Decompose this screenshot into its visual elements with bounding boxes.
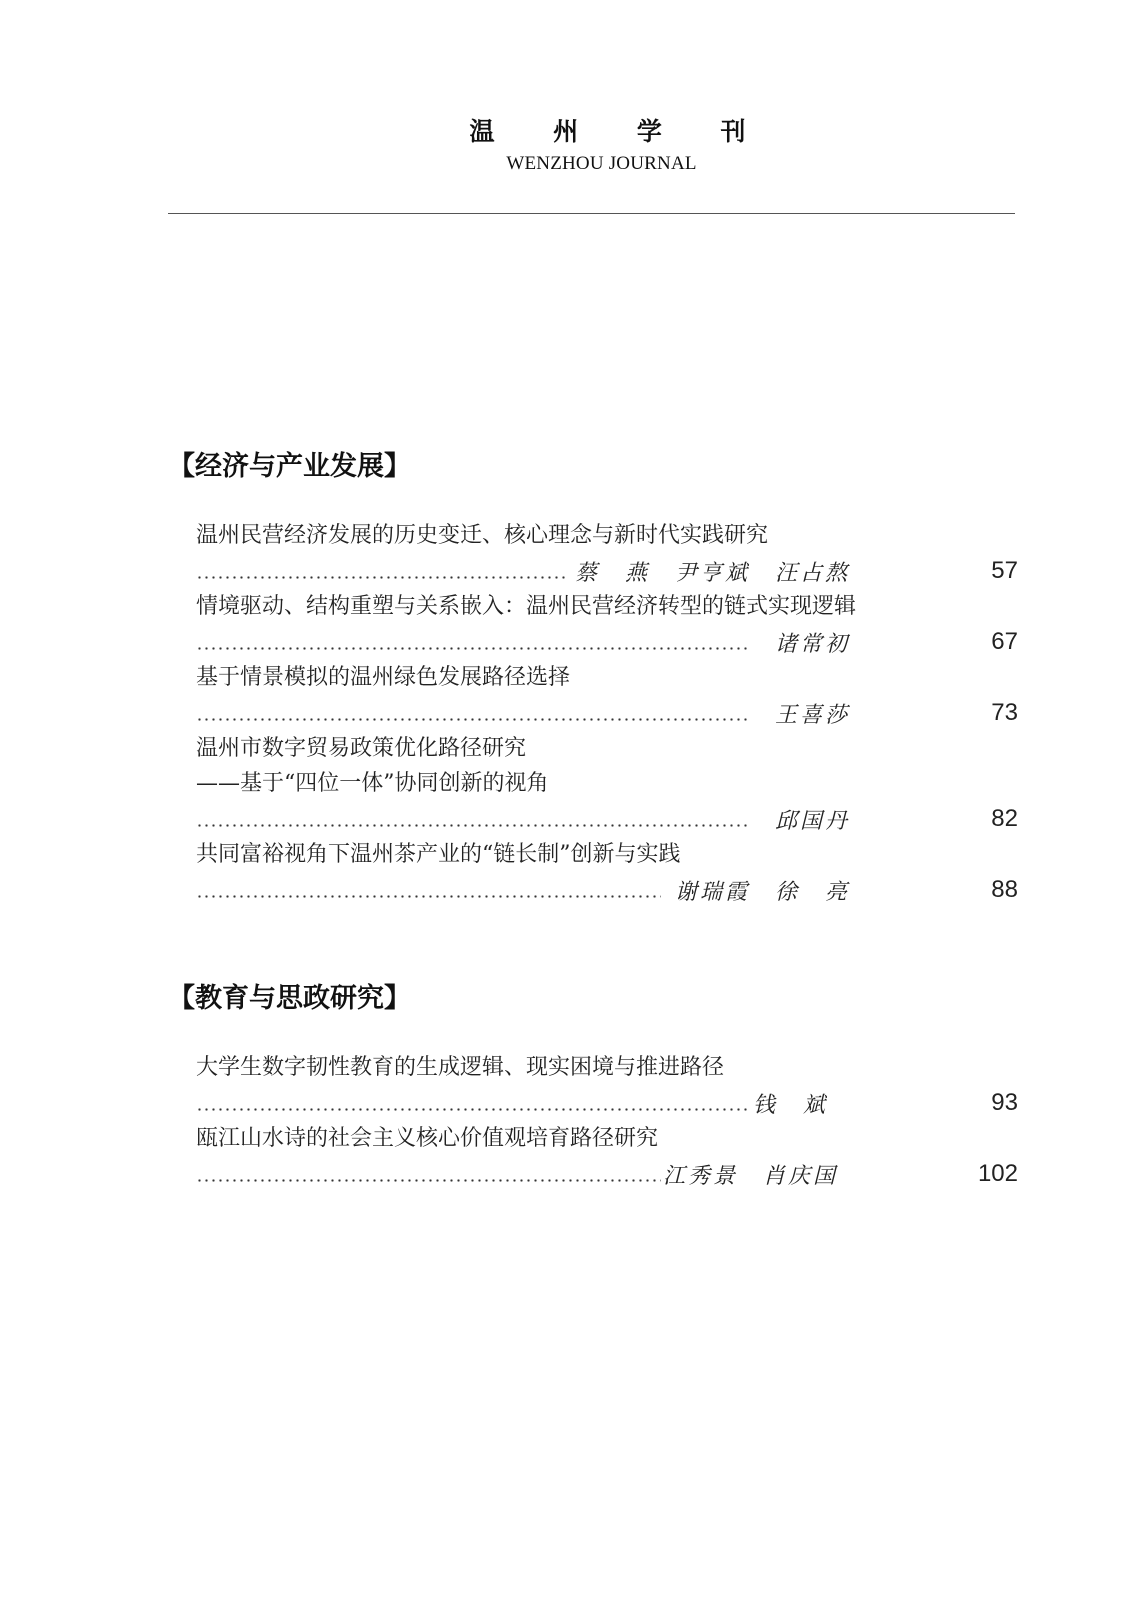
article-authors: 诸常初 (774, 631, 850, 657)
leader-dots (196, 895, 661, 898)
journal-header (0, 116, 1133, 175)
article-title: 温州民营经济发展的历史变迁、核心理念与新时代实践研究 (196, 523, 769, 548)
article-authors: 江秀景 肖庆国 (663, 1163, 839, 1189)
leader-dots (196, 647, 751, 650)
page-number: 88 (991, 876, 1018, 903)
page-number: 82 (991, 805, 1018, 832)
article-title: 情境驱动、结构重塑与关系嵌入：温州民营经济转型的链式实现逻辑 (196, 594, 857, 619)
article-subtitle: ——基于“四位一体”协同创新的视角 (196, 771, 549, 796)
section-title: 【教育与思政研究】 (168, 983, 411, 1014)
section-economy (168, 450, 1018, 908)
section-title: 【经济与产业发展】 (168, 451, 411, 482)
toc-entry[interactable] (196, 1050, 1018, 1121)
page-number: 67 (991, 628, 1018, 655)
page-number: 102 (977, 1160, 1018, 1187)
journal-title-cn: 温 州 学 刊 (469, 117, 771, 146)
leader-dots (196, 1108, 751, 1111)
article-authors: 谢瑞霞 徐 亮 (674, 879, 850, 905)
article-authors: 蔡 燕 尹亨斌 汪占熬 (574, 560, 850, 586)
toc-entry[interactable] (196, 837, 1018, 908)
leader-dots (196, 718, 751, 721)
toc-entry[interactable] (196, 1121, 1018, 1192)
article-authors: 王喜莎 (774, 702, 850, 728)
page-number: 73 (991, 699, 1018, 726)
article-title: 温州市数字贸易政策优化路径研究 (196, 736, 527, 761)
article-title: 大学生数字韧性教育的生成逻辑、现实困境与推进路径 (196, 1055, 725, 1080)
header-divider (168, 213, 1015, 214)
toc-entry[interactable] (196, 589, 1018, 660)
leader-dots (196, 576, 568, 579)
journal-title-en: WENZHOU JOURNAL (506, 153, 697, 174)
toc-entry[interactable] (196, 660, 1018, 731)
toc-entry[interactable] (196, 731, 1018, 837)
toc-entry[interactable] (196, 518, 1018, 589)
page-number: 57 (991, 557, 1018, 584)
page-number: 93 (991, 1089, 1018, 1116)
article-authors: 钱 斌 (753, 1092, 829, 1118)
leader-dots (196, 824, 751, 827)
article-title: 共同富裕视角下温州茶产业的“链长制”创新与实践 (196, 842, 681, 867)
leader-dots (196, 1179, 661, 1182)
section-education (168, 982, 1018, 1192)
article-title: 瓯江山水诗的社会主义核心价值观培育路径研究 (196, 1126, 659, 1151)
article-title: 基于情景模拟的温州绿色发展路径选择 (196, 665, 571, 690)
article-authors: 邱国丹 (774, 808, 850, 834)
